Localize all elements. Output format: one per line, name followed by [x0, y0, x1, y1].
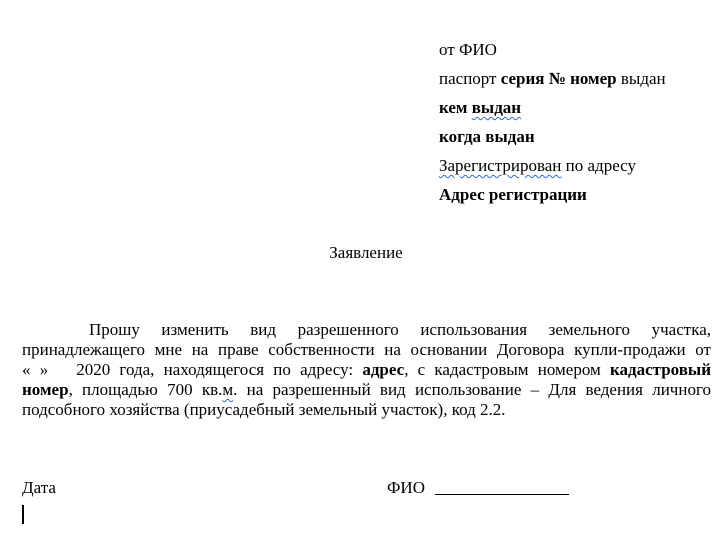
signature-field — [387, 478, 569, 498]
passport-line — [439, 67, 719, 96]
issued-word: выдан — [471, 98, 522, 117]
body-line-5: подсобного хозяйства (приусадебный земельный участок), код 2.2. — [22, 400, 506, 419]
from-text: от ФИО — [439, 40, 497, 59]
issued-by-text: кем выдан — [439, 98, 522, 117]
passport-prefix: паспорт — [439, 69, 501, 88]
body-line-2: принадлежащего мне на праве собственности на основании Договора купли-продажи от — [22, 340, 711, 359]
statement-body — [22, 320, 711, 420]
date-field — [22, 478, 56, 498]
document-title: Заявление — [329, 243, 403, 262]
date-label: Дата — [22, 478, 56, 497]
body-line-4: номер, площадью 700 кв.м. на разрешенный вид использование – Для ведения личного — [22, 380, 711, 399]
issued-when-line — [439, 125, 719, 154]
cadastral-placeholder-2: номер — [22, 380, 69, 399]
signature-line — [435, 478, 569, 495]
registered-suffix: по адресу — [561, 156, 636, 175]
text-cursor — [22, 505, 24, 524]
address-placeholder: адрес — [362, 360, 405, 379]
issued-by-line — [439, 96, 719, 125]
registration-address-line — [439, 183, 719, 212]
issued-when-text: когда выдан — [439, 127, 535, 146]
fio-label: ФИО — [387, 478, 425, 497]
registered-line — [439, 154, 719, 183]
from-line — [439, 38, 719, 67]
registration-address: Адрес регистрации — [439, 185, 587, 204]
registered-word: Зарегистрирован — [439, 156, 562, 175]
applicant-header — [439, 38, 719, 212]
body-line-3: « » 2020 года, находящегося по адресу: адрес, с кадастровым номером кадастровый — [22, 360, 712, 379]
cadastral-placeholder-1: кадастровый — [609, 360, 712, 379]
passport-suffix: выдан — [616, 69, 666, 88]
passport-series: серия № номер — [500, 69, 617, 88]
body-line-1: Прошу изменить вид разрешенного использования земельного участка, — [89, 320, 711, 339]
